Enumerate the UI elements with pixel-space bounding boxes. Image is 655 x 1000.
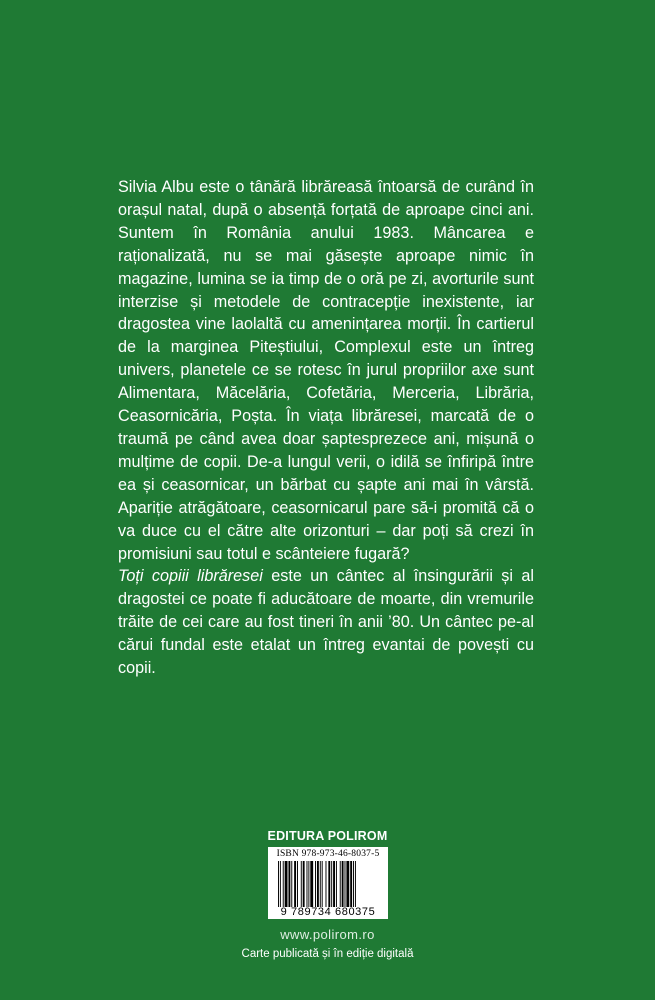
barcode-icon bbox=[278, 861, 382, 907]
digital-edition-note: Carte publicată și în ediție digitală bbox=[241, 948, 414, 960]
isbn-number: ISBN 978-973-46-8037-5 bbox=[276, 849, 380, 859]
publisher-name: EDITURA POLIROM bbox=[267, 829, 388, 843]
publisher-website: www.polirom.ro bbox=[280, 927, 375, 942]
book-blurb bbox=[118, 176, 534, 680]
barcode-digits: 9 789734 680375 bbox=[280, 906, 376, 918]
blurb-paragraph-2 bbox=[118, 565, 534, 680]
book-title-italic: Toți copiii librăresei bbox=[118, 567, 263, 586]
blurb-paragraph-1: Silvia Albu este o tânără librăreasă întoarsă de curând în orașul natal, după o absență forțată de aproape cinci ani. Suntem în România anului 1983. Mâncarea e raționalizată, nu se mai găsește aproape nimic în magazine, lumina se ia timp de o oră pe zi, avorturile sunt interzise și metodele de contracepție inexistente, iar dragostea vine laolaltă cu amenințarea morții. În cartierul de la marginea Piteștiului, Complexul este un întreg univers, planetele ce se rotesc în jurul propriilor axe sunt Alimentara, Măcelăria, Cofetăria, Merceria, Librăria, Ceasornicăria, Poșta. În viața librăresei, marcată de o traumă pe când avea doar șaptesprezece ani, mișună o mulțime de copii. De-a lungul verii, o idilă se înfiripă între ea și ceasornicar, un bărbat cu șapte ani mai în vârstă. Apariție atrăgătoare, ceasornicarul pare să-i promită că o va duce cu el către alte orizonturi – dar poți să crezi în promisiuni sau totul e scânteiere fugară? bbox=[118, 178, 534, 563]
blurb-paragraph-2-text: este un cântec al însingurării și al dragostei ce poate fi aducătoare de moarte, din vremurile trăite de cei care au fost tineri în anii ’80. Un cântec pe-al cărui fundal este etalat un întreg evantai de povești cu copii. bbox=[118, 567, 534, 678]
isbn-barcode-box bbox=[268, 847, 388, 919]
